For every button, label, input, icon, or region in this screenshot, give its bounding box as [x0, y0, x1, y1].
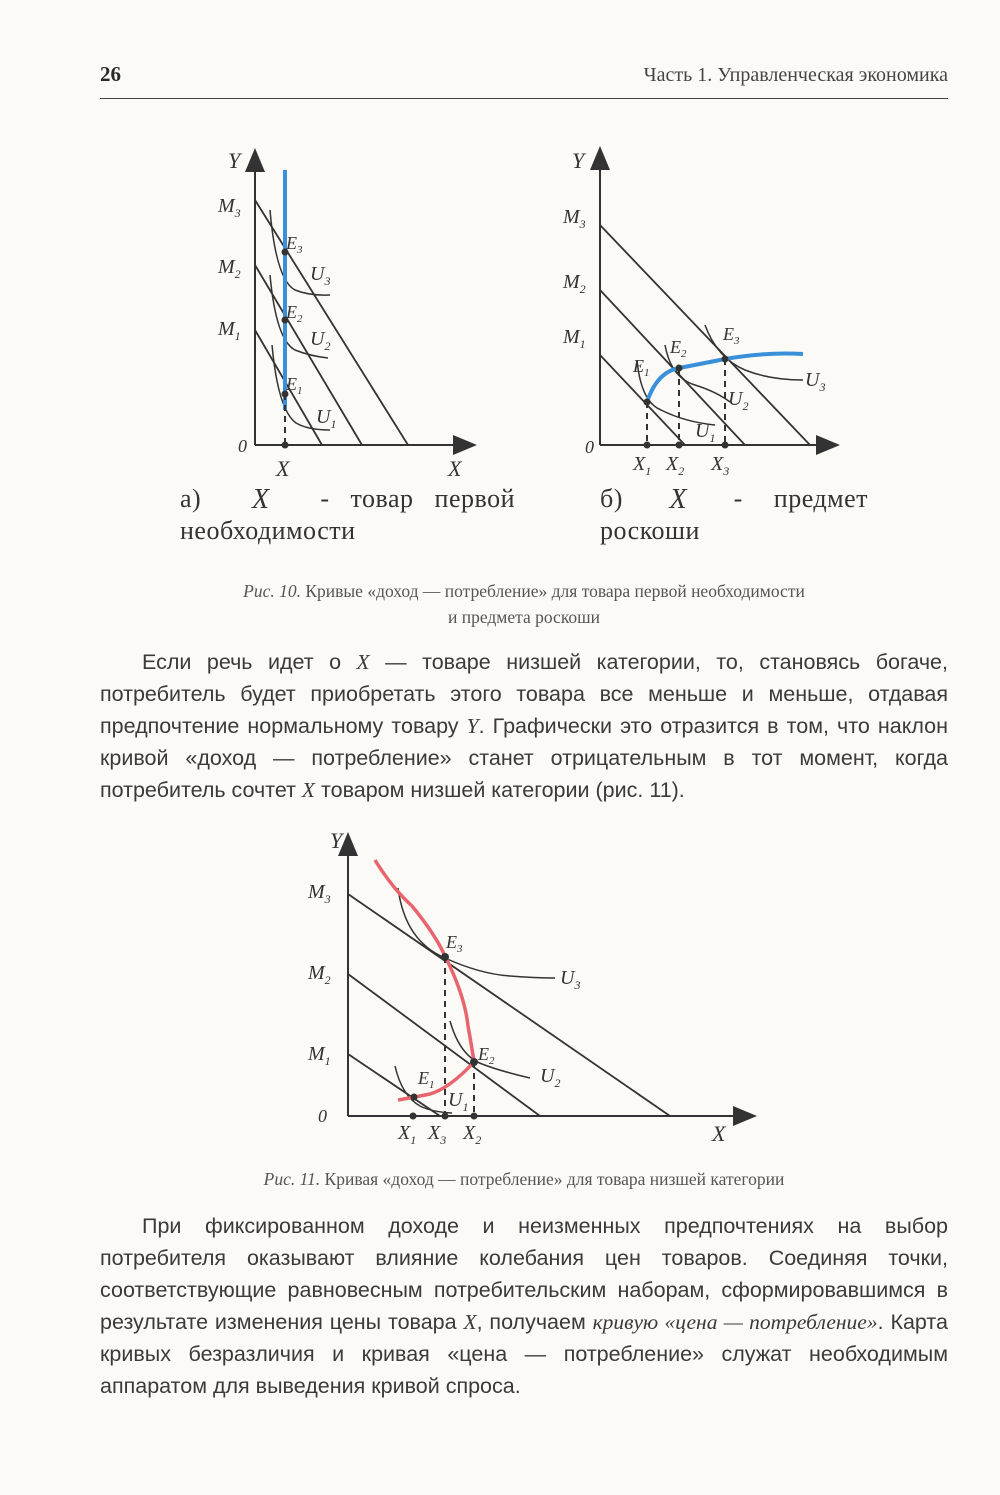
figure-10b — [545, 140, 845, 490]
figure-10-caption: Рис. 10. Кривые «доход — потребление» для товара первой необходимости и предмета роскоши — [243, 581, 805, 627]
origin-label: 0 — [238, 436, 247, 456]
label-e2: $E_2$ — [670, 337, 687, 360]
panel-b-caption: б) X - предмет роскоши — [600, 484, 868, 545]
x-tick-point — [282, 442, 289, 449]
x3-tick-point — [442, 1113, 449, 1120]
origin-label: 0 — [585, 437, 594, 457]
label-e3: $E_3$ — [723, 324, 740, 347]
label-m3: $M_3$ — [218, 195, 241, 220]
label-m1: $M_1$ — [308, 1043, 331, 1068]
label-m3: $M_3$ — [308, 881, 331, 906]
label-x1: $X_1$ — [633, 453, 652, 478]
paragraph-inferior-good: Если речь идет о X — товаре низшей категории, то, становясь богаче, потребитель будет приобретать этого товара все меньше и меньше, отдавая предпочтение нормальному товару Y. Графически это отразится в том, что наклон кривой «доход — потребление» станет отрицательным в тот момент, когда потребитель сочтет X товаром низшей категории (рис. 11). — [100, 650, 948, 802]
figure-10a — [200, 140, 530, 490]
label-x2: $X_2$ — [463, 1122, 482, 1147]
point-e1 — [411, 1094, 418, 1101]
label-x1: $X_1$ — [398, 1122, 417, 1147]
label-x2: $X_2$ — [666, 453, 685, 478]
label-e3: $E_3$ — [286, 233, 303, 256]
label-m1: $M_1$ — [563, 326, 586, 351]
label-m3: $M_3$ — [563, 206, 586, 231]
indifference-curve-u2 — [450, 1021, 530, 1078]
label-u2: $U_2$ — [310, 328, 331, 353]
x-axis-label: X — [712, 1121, 726, 1146]
label-m1: $M_1$ — [218, 318, 241, 343]
x1-tick-point — [410, 1113, 417, 1120]
budget-line-m3 — [348, 894, 670, 1116]
label-x3: $X_3$ — [711, 453, 730, 478]
origin-label: 0 — [318, 1106, 327, 1126]
y-axis-label: Y — [330, 828, 343, 853]
label-u2: $U_2$ — [540, 1065, 561, 1090]
label-x3: $X_3$ — [428, 1122, 447, 1147]
label-e3: $E_3$ — [446, 932, 463, 955]
y-axis-label: Y — [228, 148, 241, 173]
x2-tick-point — [471, 1113, 478, 1120]
figure-11-caption: Рис. 11. Кривая «доход — потребление» для товара низшей категории — [263, 1169, 785, 1189]
label-u3: $U_3$ — [310, 263, 331, 288]
x1-tick-point — [644, 442, 651, 449]
label-m2: $M_2$ — [218, 256, 241, 281]
x-tick-label: X — [276, 456, 290, 481]
x2-tick-point — [676, 442, 683, 449]
running-title: Часть 1. Управленческая экономика — [643, 64, 948, 86]
budget-line-m3 — [600, 225, 810, 445]
panel-a-caption: а) X - товар первой необходимости — [180, 484, 515, 545]
label-m2: $M_2$ — [563, 271, 586, 296]
x-axis-label: X — [448, 456, 462, 481]
indifference-curve-u3 — [398, 888, 555, 978]
income-consumption-curve — [375, 860, 474, 1100]
page-number: 26 — [100, 62, 121, 86]
label-u1: $U_1$ — [448, 1089, 469, 1114]
x3-tick-point — [722, 442, 729, 449]
label-e1: $E_1$ — [418, 1068, 435, 1091]
figure-11 — [300, 826, 770, 1156]
label-e1: $E_1$ — [633, 356, 650, 379]
y-axis-label: Y — [572, 148, 585, 173]
label-e2: $E_2$ — [286, 302, 303, 325]
label-u2: $U_2$ — [728, 388, 749, 413]
paragraph-price-consumption: При фиксированном доходе и неизменных предпочтениях на выбор потребителя оказывают влияние колебания цен товаров. Соединяя точки, соответствующие равновесным потребительским наборам, сформировавшимся в результате изменения цены товара X, получаем кривую «цена — потребление». Карта кривых безразличия и кривая «цена — потребление» служат необходимым аппаратом для выведения кривой спроса. — [100, 1214, 948, 1398]
label-u3: $U_3$ — [560, 967, 581, 992]
label-u1: $U_1$ — [695, 420, 716, 445]
label-u3: $U_3$ — [805, 369, 826, 394]
label-e2: $E_2$ — [478, 1044, 495, 1067]
page-header — [100, 62, 948, 99]
figure-10-label: Рис. 10. — [243, 581, 301, 601]
label-m2: $M_2$ — [308, 962, 331, 987]
figure-11-label: Рис. 11. — [263, 1169, 321, 1189]
label-u1: $U_1$ — [316, 406, 337, 431]
label-e1: $E_1$ — [286, 374, 303, 397]
